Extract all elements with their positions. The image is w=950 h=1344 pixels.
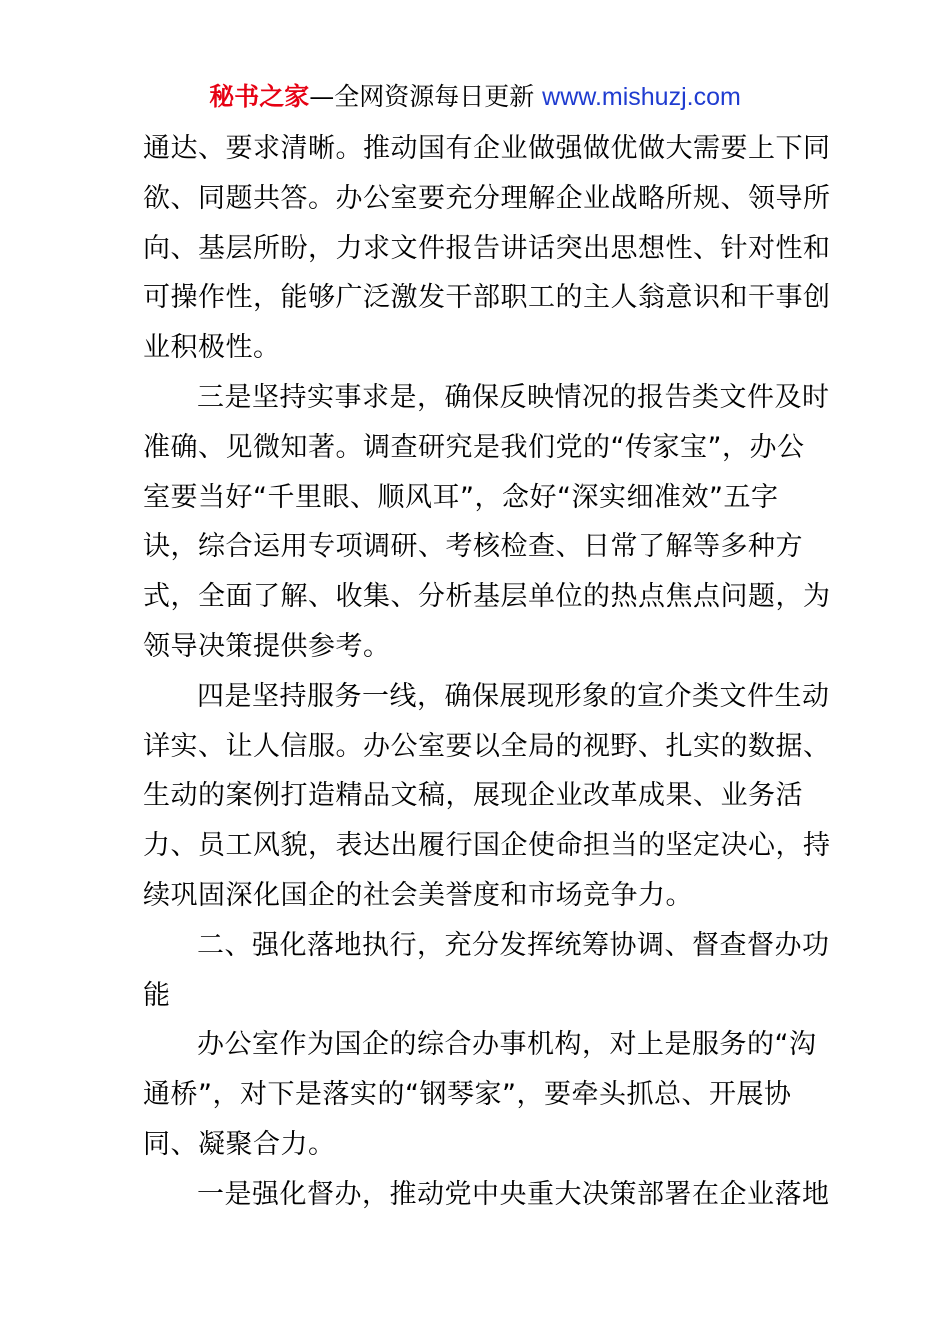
site-tagline: —全网资源每日更新 (309, 82, 543, 111)
paragraph-start-line: 四是坚持服务一线，确保展现形象的宣介类文件生动 (197, 680, 830, 712)
text-line: 同、凝聚合力。 (143, 1128, 336, 1160)
section-heading-line: 二、强化落地执行，充分发挥统筹协调、督查督办功 (197, 929, 830, 961)
text-line: 欲、同题共答。办公室要充分理解企业战略所规、领导所 (143, 182, 831, 214)
paragraph-start-line: 办公室作为国企的综合办事机构，对上是服务的“沟 (197, 1029, 817, 1061)
text-line: 准确、见微知著。调查研究是我们党的“传家宝”，办公 (143, 431, 805, 463)
text-line: 向、基层所盼，力求文件报告讲话突出思想性、针对性和 (143, 232, 831, 264)
site-name: 秘书之家 (209, 82, 310, 111)
text-line: 领导决策提供参考。 (143, 630, 391, 662)
section-heading-line: 能 (143, 979, 171, 1011)
site-url-link[interactable]: www.mishuzj.com (542, 83, 741, 111)
text-line: 式，全面了解、收集、分析基层单位的热点焦点问题，为 (143, 581, 831, 613)
document-body (143, 124, 831, 1220)
text-line: 续巩固深化国企的社会美誉度和市场竞争力。 (143, 879, 693, 911)
text-line: 详实、让人信服。办公室要以全局的视野、扎实的数据、 (143, 730, 831, 762)
text-line: 通桥”，对下是落实的“钢琴家”，要牵头抓总、开展协 (143, 1079, 792, 1111)
site-header (0, 80, 950, 114)
paragraph-start-line: 三是坚持实事求是，确保反映情况的报告类文件及时 (197, 381, 830, 413)
text-line: 生动的案例打造精品文稿，展现企业改革成果、业务活 (143, 780, 803, 812)
text-line: 可操作性，能够广泛激发干部职工的主人翁意识和干事创 (143, 282, 831, 314)
text-line: 力、员工风貌，表达出履行国企使命担当的坚定决心，持 (143, 830, 831, 862)
paragraph-start-line: 一是强化督办，推动党中央重大决策部署在企业落地 (197, 1178, 830, 1210)
text-line: 室要当好“千里眼、顺风耳”，念好“深实细准效”五字 (143, 481, 779, 513)
text-line: 诀，综合运用专项调研、考核检查、日常了解等多种方 (143, 531, 803, 563)
text-line: 业积极性。 (143, 332, 281, 364)
text-line: 通达、要求清晰。推动国有企业做强做优做大需要上下同 (143, 133, 831, 164)
